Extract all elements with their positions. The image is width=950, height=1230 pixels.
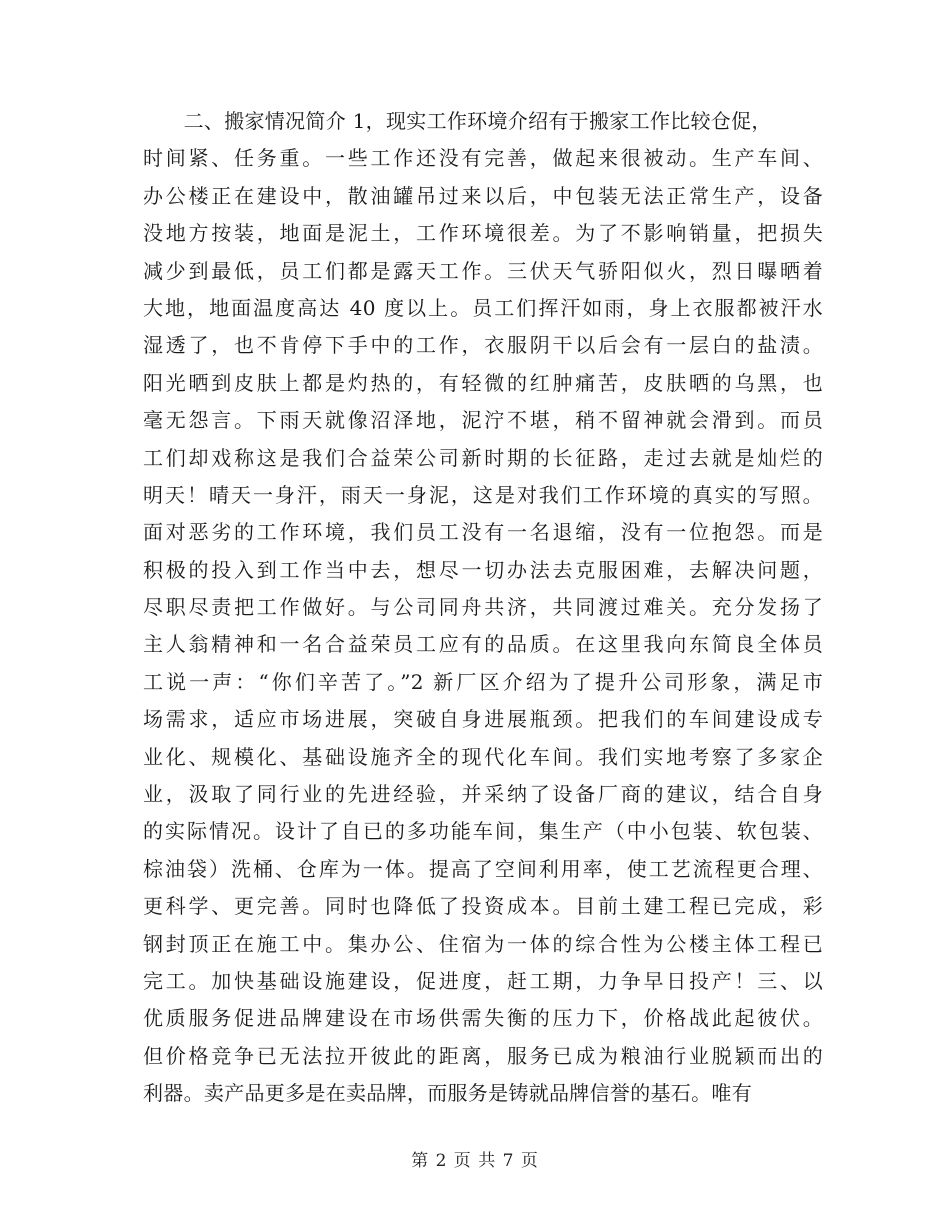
paragraph-line: 阳光晒到皮肤上都是灼热的，有轻微的红肿痛苦，皮肤晒的乌黑，也 bbox=[143, 370, 823, 395]
paragraph-line: 场需求，适应市场进展，突破自身进展瓶颈。把我们的车间建设成专 bbox=[143, 707, 823, 732]
paragraph-line: 更科学、更完善。同时也降低了投资成本。目前土建工程已完成，彩 bbox=[143, 894, 823, 919]
paragraph-line: 积极的投入到工作当中去，想尽一切办法去克服困难，去解决问题， bbox=[143, 557, 823, 582]
paragraph-line: 业化、规模化、基础设施齐全的现代化车间。我们实地考察了多家企 bbox=[143, 744, 823, 769]
paragraph-line: 钢封顶正在施工中。集办公、住宿为一体的综合性为公楼主体工程已 bbox=[143, 931, 823, 956]
paragraph-line: 工说一声：“你们辛苦了。”2 新厂区介绍为了提升公司形象，满足市 bbox=[143, 669, 823, 694]
paragraph-line: 毫无怨言。下雨天就像沼泽地，泥泞不堪，稍不留神就会滑到。而员 bbox=[143, 408, 823, 433]
paragraph-line: 大地，地面温度高达 40 度以上。员工们挥汗如雨，身上衣服都被汗水 bbox=[143, 295, 823, 320]
paragraph-line: 的实际情况。设计了自已的多功能车间，集生产（中小包装、软包装、 bbox=[143, 819, 823, 844]
paragraph-line: 完工。加快基础设施建设，促进度，赶工期，力争早日投产！三、以 bbox=[143, 968, 823, 993]
paragraph-line: 但价格竞争已无法拉开彼此的距离，服务已成为粮油行业脱颖而出的 bbox=[143, 1043, 823, 1068]
paragraph-line: 优质服务促进品牌建设在市场供需失衡的压力下，价格战此起彼伏。 bbox=[143, 1006, 823, 1031]
paragraph-line: 明天！晴天一身汗，雨天一身泥，这是对我们工作环境的真实的写照。 bbox=[143, 482, 823, 507]
paragraph-line: 棕油袋）洗桶、仓库为一体。提高了空间利用率，使工艺流程更合理、 bbox=[143, 856, 823, 881]
paragraph-line: 减少到最低，员工们都是露天工作。三伏天气骄阳似火，烈日曝晒着 bbox=[143, 258, 823, 283]
paragraph-line: 二、搬家情况简介 1，现实工作环境介绍有于搬家工作比较仓促， bbox=[143, 109, 772, 133]
paragraph-line: 尽职尽责把工作做好。与公司同舟共济，共同渡过难关。充分发扬了 bbox=[143, 595, 823, 620]
paragraph-line: 主人翁精神和一名合益荣员工应有的品质。在这里我向东简良全体员 bbox=[143, 632, 823, 657]
paragraph-line: 时间紧、任务重。一些工作还没有完善，做起来很被动。生产车间、 bbox=[143, 146, 823, 171]
paragraph-line: 工们却戏称这是我们合益荣公司新时期的长征路，走过去就是灿烂的 bbox=[143, 445, 823, 470]
body-text bbox=[143, 103, 823, 1113]
paragraph-line: 面对恶劣的工作环境，我们员工没有一名退缩，没有一位抱怨。而是 bbox=[143, 520, 823, 545]
paragraph-line: 办公楼正在建设中，散油罐吊过来以后，中包装无法正常生产，设备 bbox=[143, 183, 823, 208]
page-footer: 第 2 页 共 7 页 bbox=[411, 1151, 539, 1171]
paragraph-line: 湿透了，也不肯停下手中的工作，衣服阴干以后会有一层白的盐渍。 bbox=[143, 333, 823, 358]
paragraph-line: 业，汲取了同行业的先进经验，并采纳了设备厂商的建议，结合自身 bbox=[143, 782, 823, 807]
paragraph-line: 利器。卖产品更多是在卖品牌，而服务是铸就品牌信誉的基石。唯有 bbox=[143, 1081, 752, 1106]
paragraph-line: 没地方按装，地面是泥土，工作环境很差。为了不影响销量，把损失 bbox=[143, 221, 823, 246]
